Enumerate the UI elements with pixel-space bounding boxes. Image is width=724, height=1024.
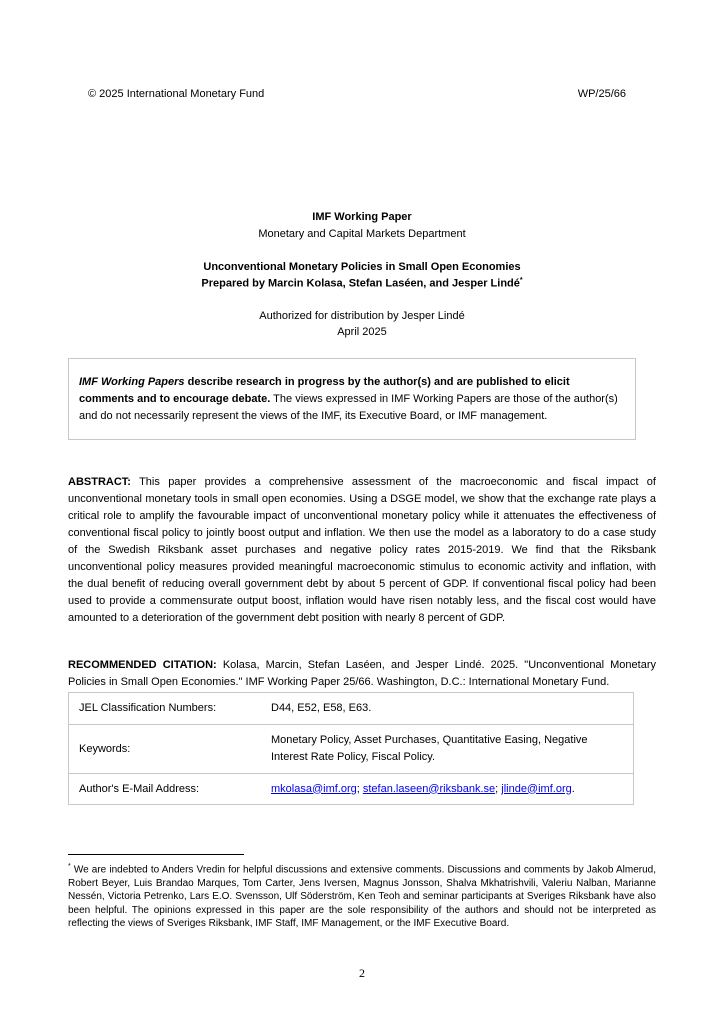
department: Monetary and Capital Markets Department (258, 228, 466, 240)
email-link-laseen[interactable]: stefan.laseen@riksbank.se (362, 782, 496, 795)
copyright-notice: © 2025 International Monetary Fund (88, 88, 265, 100)
table-row (69, 774, 634, 805)
email-separator: ; (356, 782, 363, 795)
email-link-kolasa[interactable]: mkolasa@imf.org (271, 782, 357, 795)
publication-date: April 2025 (337, 326, 387, 338)
jel-label: JEL Classification Numbers: (69, 693, 262, 725)
series-title: IMF Working Paper (312, 211, 412, 223)
email-separator: ; (495, 782, 502, 795)
disclaimer-bold: describe research in progress by the author(s) and are published to elicit comments and to encourage debate. (79, 376, 570, 405)
email-end: . (571, 782, 575, 795)
table-row (69, 725, 634, 774)
paper-id: WP/25/66 (577, 88, 626, 100)
info-table (68, 692, 634, 805)
disclaimer-text: The views expressed in IMF Working Papers are those of the author(s) and do not necessarily represent the views of the IMF, its Executive Board, or IMF management. (79, 393, 618, 422)
footnote-text: We are indebted to Anders Vredin for helpful discussions and extensive comments. Discussions and comments by Jakob Almerud, Robert Beyer, Luis Brandao Marques, Tom Carter, Jens Iversen, Magnus Jonsson, Shalva Mkhatrishvili, Valeriu Nalban, Marianne Nessén, Victoria Petrenko, Lars E.O. Svensson, Ulf Söderström, Ken Teoh and seminar participants at Sveriges Riksbank have also been helpful. The opinions expressed in this paper are the sole responsibility of the authors and should not be interpreted as reflecting the views of Sveriges Riksbank, IMF Staff, IMF Management, or the IMF Executive Board. (68, 864, 656, 930)
footnote (68, 860, 656, 931)
email-link-linde[interactable]: jlinde@imf.org (501, 782, 572, 795)
disclaimer-box (68, 358, 636, 440)
abstract-label: ABSTRACT: (68, 476, 131, 488)
footnote-divider (68, 854, 244, 855)
authors-line (0, 277, 724, 290)
keywords-label: Keywords: (69, 725, 262, 774)
paper-title: Unconventional Monetary Policies in Small Open Economies (203, 261, 521, 273)
abstract-text: This paper provides a comprehensive assessment of the macroeconomic and fiscal impact of unconventional monetary tools in small open economies. Using a DSGE model, we show that the exchange rate plays a critical role to amplify the favourable impact of unconventional monetary policy while it attenuates the effectiveness of conventional fiscal policy to jointly boost output and inflation. We then use the model as a laboratory to do a case study of the Swedish Riksbank asset purchases and negative policy rates 2015-2019. We find that the Riksbank unconventional policy measures provided meaningful macroeconomic stimulus to economic activity and inflation, with the dual benefit of reducing overall government debt by about 5 percent of GDP. If conventional fiscal policy had been used to provide a commensurate output boost, inflation would have risen notably less, and the fiscal cost would have amounted to a deterioration of the government debt position with nearly 8 percent of GDP. (68, 476, 656, 624)
footnote-mark: * (519, 277, 523, 284)
disclaimer-lead: IMF Working Papers (79, 376, 185, 388)
email-label: Author's E-Mail Address: (69, 774, 262, 805)
jel-value: D44, E52, E58, E63. (261, 693, 634, 725)
authorized-by: Authorized for distribution by Jesper Lindé (259, 310, 465, 322)
page-number: 2 (359, 966, 365, 980)
citation-text: Kolasa, Marcin, Stefan Laséen, and Jesper Lindé. 2025. "Unconventional Monetary Policies in Small Open Economies." IMF Working Paper 25/66. Washington, D.C.: International Monetary Fund. (68, 659, 656, 688)
table-row (69, 693, 634, 725)
abstract (68, 474, 656, 627)
recommended-citation (68, 657, 656, 691)
email-value (261, 774, 634, 805)
citation-label: RECOMMENDED CITATION: (68, 659, 217, 671)
keywords-value: Monetary Policy, Asset Purchases, Quantitative Easing, Negative Interest Rate Policy, Fiscal Policy. (261, 725, 634, 774)
footnote-marker: * (68, 863, 71, 870)
authors: Prepared by Marcin Kolasa, Stefan Laséen, and Jesper Lindé (201, 277, 520, 290)
